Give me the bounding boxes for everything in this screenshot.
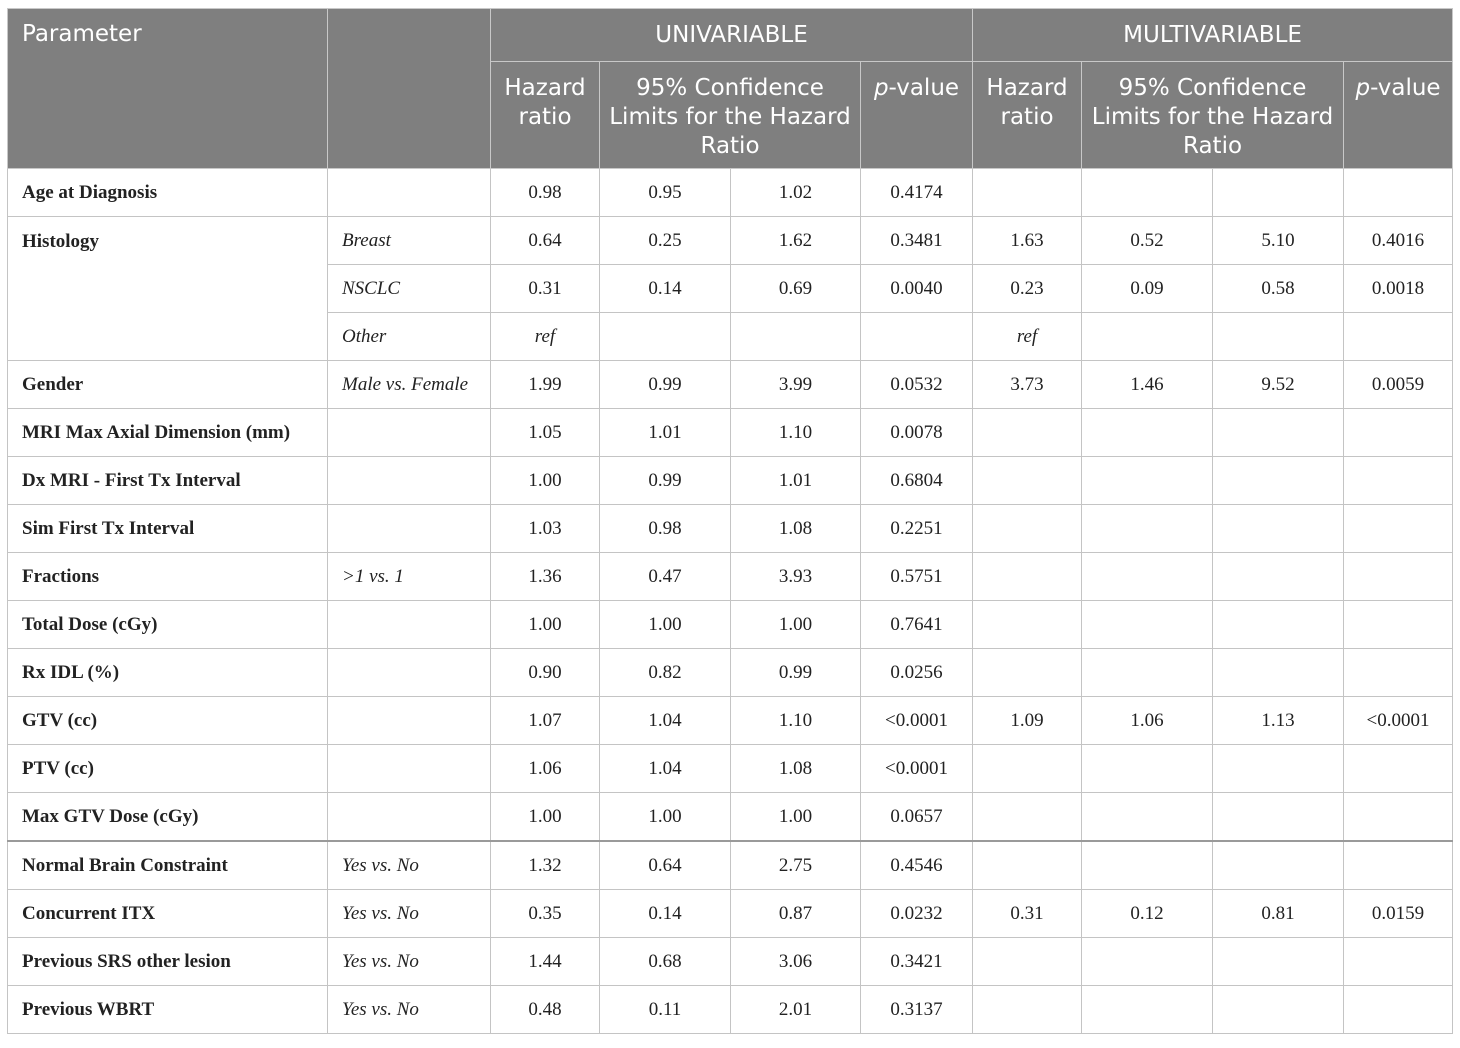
row-subgroup: [328, 409, 491, 457]
multi-lower-limit: [1082, 793, 1213, 842]
multi-hazard-ratio: [973, 986, 1082, 1034]
p-letter: p: [873, 75, 889, 101]
uni-p-value: 0.3421: [861, 938, 973, 986]
row-name: Age at Diagnosis: [8, 169, 328, 217]
multi-p-value: [1344, 409, 1453, 457]
multi-p-value: 0.4016: [1344, 217, 1453, 265]
multi-hazard-ratio: 3.73: [973, 361, 1082, 409]
uni-hazard-ratio: 1.06: [491, 745, 600, 793]
uni-hazard-ratio: 1.00: [491, 601, 600, 649]
multi-hazard-ratio: 0.23: [973, 265, 1082, 313]
table-row: [8, 361, 1453, 409]
uni-upper-limit: 1.08: [731, 745, 861, 793]
multi-p-value: [1344, 505, 1453, 553]
multi-upper-limit: [1213, 505, 1344, 553]
row-subgroup: [328, 697, 491, 745]
multi-p-value: [1344, 601, 1453, 649]
multi-p-value: [1344, 938, 1453, 986]
multi-upper-limit: [1213, 938, 1344, 986]
multi-p-value: [1344, 793, 1453, 842]
header-univariable: UNIVARIABLE: [491, 9, 973, 62]
multi-lower-limit: 0.09: [1082, 265, 1213, 313]
uni-p-value: 0.0657: [861, 793, 973, 842]
uni-upper-limit: 2.01: [731, 986, 861, 1034]
uni-p-value: 0.3137: [861, 986, 973, 1034]
row-subgroup: Yes vs. No: [328, 841, 491, 890]
uni-upper-limit: 1.01: [731, 457, 861, 505]
multi-hazard-ratio: 1.09: [973, 697, 1082, 745]
row-name: Previous WBRT: [8, 986, 328, 1034]
multi-p-value: <0.0001: [1344, 697, 1453, 745]
multi-lower-limit: [1082, 409, 1213, 457]
row-subgroup: [328, 457, 491, 505]
uni-lower-limit: 1.04: [600, 745, 731, 793]
row-name: Total Dose (cGy): [8, 601, 328, 649]
uni-lower-limit: 0.47: [600, 553, 731, 601]
row-name: Fractions: [8, 553, 328, 601]
uni-lower-limit: 0.99: [600, 457, 731, 505]
p-suffix: -value: [1370, 75, 1441, 101]
multi-lower-limit: [1082, 745, 1213, 793]
multi-hazard-ratio: [973, 938, 1082, 986]
row-name: Max GTV Dose (cGy): [8, 793, 328, 842]
uni-p-value: 0.0040: [861, 265, 973, 313]
uni-hazard-ratio: 0.31: [491, 265, 600, 313]
multi-hazard-ratio: 1.63: [973, 217, 1082, 265]
multi-upper-limit: [1213, 313, 1344, 361]
uni-upper-limit: 2.75: [731, 841, 861, 890]
row-subgroup: [328, 745, 491, 793]
multi-upper-limit: [1213, 169, 1344, 217]
header-uni-confidence: 95% Confidence Limits for the Hazard Ratio: [600, 62, 861, 169]
uni-hazard-ratio: 0.48: [491, 986, 600, 1034]
multi-hazard-ratio: [973, 169, 1082, 217]
uni-upper-limit: 1.02: [731, 169, 861, 217]
row-subgroup: >1 vs. 1: [328, 553, 491, 601]
uni-hazard-ratio: 1.32: [491, 841, 600, 890]
multi-p-value: [1344, 169, 1453, 217]
multi-upper-limit: 0.58: [1213, 265, 1344, 313]
uni-lower-limit: 1.00: [600, 793, 731, 842]
uni-p-value: 0.2251: [861, 505, 973, 553]
row-name: Dx MRI - First Tx Interval: [8, 457, 328, 505]
multi-lower-limit: [1082, 938, 1213, 986]
row-subgroup: Yes vs. No: [328, 938, 491, 986]
row-name: PTV (cc): [8, 745, 328, 793]
uni-upper-limit: 0.87: [731, 890, 861, 938]
multi-lower-limit: [1082, 553, 1213, 601]
hazard-ratio-table: [7, 8, 1453, 1034]
row-subgroup: Yes vs. No: [328, 986, 491, 1034]
uni-hazard-ratio: 1.00: [491, 793, 600, 842]
multi-p-value: 0.0059: [1344, 361, 1453, 409]
uni-lower-limit: 1.01: [600, 409, 731, 457]
uni-p-value: 0.4174: [861, 169, 973, 217]
row-subgroup: [328, 793, 491, 842]
multi-hazard-ratio: [973, 553, 1082, 601]
uni-p-value: <0.0001: [861, 745, 973, 793]
multi-upper-limit: [1213, 745, 1344, 793]
uni-hazard-ratio: 1.36: [491, 553, 600, 601]
uni-lower-limit: 0.82: [600, 649, 731, 697]
row-name: GTV (cc): [8, 697, 328, 745]
multi-hazard-ratio: [973, 601, 1082, 649]
table-row: [8, 553, 1453, 601]
multi-hazard-ratio: [973, 505, 1082, 553]
multi-p-value: [1344, 986, 1453, 1034]
row-subgroup: [328, 601, 491, 649]
uni-upper-limit: 1.08: [731, 505, 861, 553]
row-name: Histology: [8, 217, 328, 361]
uni-p-value: 0.7641: [861, 601, 973, 649]
multi-p-value: [1344, 457, 1453, 505]
uni-hazard-ratio: 1.00: [491, 457, 600, 505]
uni-upper-limit: 1.10: [731, 409, 861, 457]
multi-upper-limit: 5.10: [1213, 217, 1344, 265]
uni-upper-limit: 3.06: [731, 938, 861, 986]
row-name: Sim First Tx Interval: [8, 505, 328, 553]
uni-p-value: 0.0078: [861, 409, 973, 457]
header-multivariable: MULTIVARIABLE: [973, 9, 1453, 62]
row-name: Previous SRS other lesion: [8, 938, 328, 986]
multi-lower-limit: 0.52: [1082, 217, 1213, 265]
multi-lower-limit: 1.46: [1082, 361, 1213, 409]
uni-hazard-ratio: 1.99: [491, 361, 600, 409]
multi-hazard-ratio: [973, 457, 1082, 505]
multi-upper-limit: [1213, 793, 1344, 842]
uni-hazard-ratio: 1.44: [491, 938, 600, 986]
table-row: [8, 986, 1453, 1034]
table-row: [8, 649, 1453, 697]
row-subgroup: [328, 649, 491, 697]
uni-hazard-ratio: 0.35: [491, 890, 600, 938]
header-parameter: Parameter: [8, 9, 328, 169]
uni-upper-limit: 1.00: [731, 793, 861, 842]
uni-p-value: 0.4546: [861, 841, 973, 890]
row-subgroup: Male vs. Female: [328, 361, 491, 409]
header-multi-confidence: 95% Confidence Limits for the Hazard Ratio: [1082, 62, 1344, 169]
header-multi-hazard-ratio: Hazard ratio: [973, 62, 1082, 169]
uni-upper-limit: 1.00: [731, 601, 861, 649]
table-row: [8, 938, 1453, 986]
uni-upper-limit: 1.10: [731, 697, 861, 745]
uni-upper-limit: 3.99: [731, 361, 861, 409]
uni-p-value: 0.0232: [861, 890, 973, 938]
uni-p-value: 0.0532: [861, 361, 973, 409]
uni-lower-limit: 0.14: [600, 265, 731, 313]
row-name: Rx IDL (%): [8, 649, 328, 697]
uni-lower-limit: 0.98: [600, 505, 731, 553]
uni-lower-limit: 0.25: [600, 217, 731, 265]
uni-hazard-ratio: 0.64: [491, 217, 600, 265]
multi-p-value: [1344, 313, 1453, 361]
uni-lower-limit: 0.68: [600, 938, 731, 986]
uni-lower-limit: 0.95: [600, 169, 731, 217]
row-name: Gender: [8, 361, 328, 409]
multi-upper-limit: [1213, 553, 1344, 601]
uni-p-value: 0.6804: [861, 457, 973, 505]
multi-lower-limit: [1082, 169, 1213, 217]
multi-p-value: [1344, 745, 1453, 793]
multi-p-value: 0.0159: [1344, 890, 1453, 938]
table-body: [8, 169, 1453, 1034]
uni-upper-limit: 0.99: [731, 649, 861, 697]
multi-hazard-ratio: ref: [973, 313, 1082, 361]
row-subgroup: Yes vs. No: [328, 890, 491, 938]
multi-upper-limit: 1.13: [1213, 697, 1344, 745]
multi-p-value: 0.0018: [1344, 265, 1453, 313]
row-name: Normal Brain Constraint: [8, 841, 328, 890]
uni-upper-limit: 0.69: [731, 265, 861, 313]
multi-p-value: [1344, 553, 1453, 601]
multi-upper-limit: [1213, 409, 1344, 457]
multi-lower-limit: [1082, 601, 1213, 649]
table-row: [8, 793, 1453, 842]
uni-lower-limit: [600, 313, 731, 361]
uni-p-value: <0.0001: [861, 697, 973, 745]
multi-hazard-ratio: [973, 841, 1082, 890]
multi-upper-limit: 9.52: [1213, 361, 1344, 409]
row-name: Concurrent ITX: [8, 890, 328, 938]
multi-lower-limit: [1082, 313, 1213, 361]
multi-upper-limit: [1213, 841, 1344, 890]
multi-lower-limit: 0.12: [1082, 890, 1213, 938]
uni-upper-limit: 3.93: [731, 553, 861, 601]
table-row: [8, 409, 1453, 457]
table-row: [8, 697, 1453, 745]
uni-lower-limit: 0.14: [600, 890, 731, 938]
multi-upper-limit: 0.81: [1213, 890, 1344, 938]
multi-p-value: [1344, 841, 1453, 890]
uni-hazard-ratio: ref: [491, 313, 600, 361]
uni-hazard-ratio: 1.05: [491, 409, 600, 457]
uni-hazard-ratio: 0.90: [491, 649, 600, 697]
table-row: [8, 505, 1453, 553]
table-row: [8, 169, 1453, 217]
uni-upper-limit: [731, 313, 861, 361]
uni-lower-limit: 0.11: [600, 986, 731, 1034]
row-name: MRI Max Axial Dimension (mm): [8, 409, 328, 457]
header-blank: [328, 9, 491, 169]
multi-lower-limit: 1.06: [1082, 697, 1213, 745]
row-subgroup: Breast: [328, 217, 491, 265]
multi-lower-limit: [1082, 649, 1213, 697]
multi-hazard-ratio: [973, 409, 1082, 457]
table-row: [8, 841, 1453, 890]
multi-hazard-ratio: [973, 745, 1082, 793]
multi-lower-limit: [1082, 841, 1213, 890]
uni-p-value: 0.0256: [861, 649, 973, 697]
row-subgroup: Other: [328, 313, 491, 361]
multi-lower-limit: [1082, 505, 1213, 553]
uni-hazard-ratio: 1.03: [491, 505, 600, 553]
uni-p-value: [861, 313, 973, 361]
uni-hazard-ratio: 0.98: [491, 169, 600, 217]
row-subgroup: [328, 505, 491, 553]
p-suffix: -value: [888, 75, 960, 101]
table-row: [8, 601, 1453, 649]
multi-lower-limit: [1082, 986, 1213, 1034]
uni-p-value: 0.3481: [861, 217, 973, 265]
uni-hazard-ratio: 1.07: [491, 697, 600, 745]
uni-lower-limit: 0.64: [600, 841, 731, 890]
uni-p-value: 0.5751: [861, 553, 973, 601]
multi-hazard-ratio: [973, 793, 1082, 842]
multi-hazard-ratio: 0.31: [973, 890, 1082, 938]
row-subgroup: NSCLC: [328, 265, 491, 313]
header-uni-p-value: [861, 62, 973, 169]
table-row: [8, 457, 1453, 505]
row-subgroup: [328, 169, 491, 217]
uni-lower-limit: 0.99: [600, 361, 731, 409]
table-row: [8, 890, 1453, 938]
multi-upper-limit: [1213, 649, 1344, 697]
multi-lower-limit: [1082, 457, 1213, 505]
multi-upper-limit: [1213, 601, 1344, 649]
multi-upper-limit: [1213, 986, 1344, 1034]
uni-lower-limit: 1.04: [600, 697, 731, 745]
header-multi-p-value: [1344, 62, 1453, 169]
uni-lower-limit: 1.00: [600, 601, 731, 649]
multi-p-value: [1344, 649, 1453, 697]
table-row: [8, 217, 1453, 265]
header-uni-hazard-ratio: Hazard ratio: [491, 62, 600, 169]
table-row: [8, 745, 1453, 793]
multi-upper-limit: [1213, 457, 1344, 505]
uni-upper-limit: 1.62: [731, 217, 861, 265]
multi-hazard-ratio: [973, 649, 1082, 697]
p-letter: p: [1355, 75, 1371, 101]
